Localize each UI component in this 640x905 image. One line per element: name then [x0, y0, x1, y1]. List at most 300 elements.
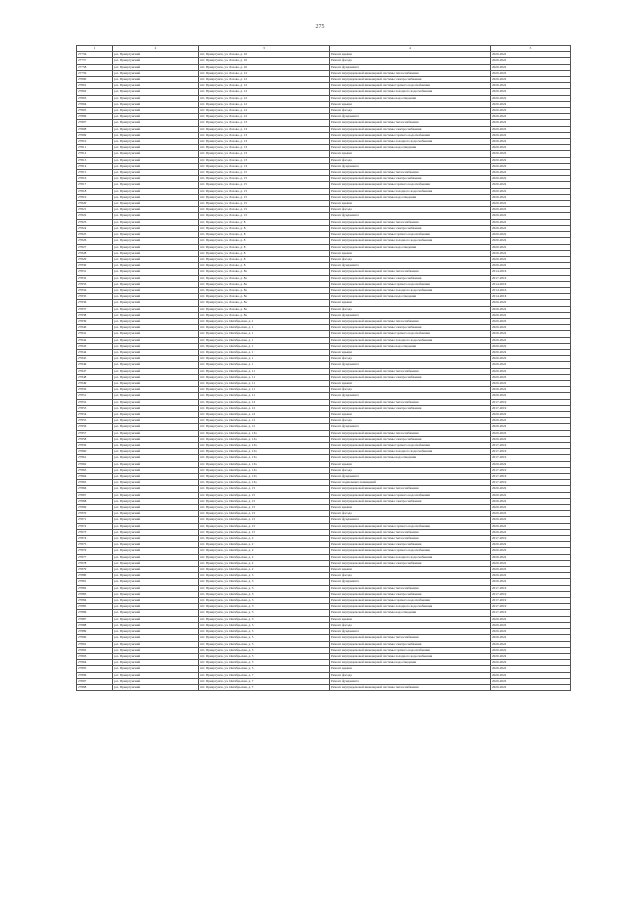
work-type-cell: Ремонт внутридомовой инженерной системы водоотведения — [330, 194, 491, 200]
work-type-cell: Ремонт внутридомовой инженерной системы водоотведения — [330, 610, 491, 616]
period-cell: 2020-2022 — [491, 374, 571, 380]
municipality-cell: р.п. Приаргунский — [113, 660, 199, 666]
period-cell: 2017-2019 — [491, 604, 571, 610]
period-cell: 2020-2022 — [491, 678, 571, 684]
municipality-cell: р.п. Приаргунский — [113, 238, 199, 244]
row-number-cell: 27819 — [77, 194, 113, 200]
row-number-cell: 27893 — [77, 653, 113, 659]
address-cell: пгт. Приаргунск, ул. Октябрьская, д. 5 — [199, 641, 330, 647]
address-cell: пгт. Приаргунск, ул. Октябрьская, д. 1 — [199, 318, 330, 324]
period-cell: 2020-2022 — [491, 58, 571, 64]
work-type-cell: Ремонт фасада — [330, 306, 491, 312]
work-type-cell: Ремонт внутридомовой инженерной системы электроснабжения — [330, 436, 491, 442]
municipality-cell: р.п. Приаргунский — [113, 64, 199, 70]
address-cell: пгт. Приаргунск, ул. Октябрьская, д. 15 — [199, 523, 330, 529]
row-number-cell: 27868 — [77, 498, 113, 504]
row-number-cell: 27815 — [77, 170, 113, 176]
municipality-cell: р.п. Приаргунский — [113, 418, 199, 424]
period-cell: 2020-2022 — [491, 201, 571, 207]
municipality-cell: р.п. Приаргунский — [113, 101, 199, 107]
municipality-cell: р.п. Приаргунский — [113, 244, 199, 250]
municipality-cell: р.п. Приаргунский — [113, 505, 199, 511]
address-cell: пгт. Приаргунск, ул. Лазова, д. 12 — [199, 83, 330, 89]
period-cell: 2020-2022 — [491, 213, 571, 219]
period-cell: 2020-2022 — [491, 430, 571, 436]
work-type-cell: Ремонт фундамента — [330, 163, 491, 169]
column-index-cell: 2 — [113, 46, 199, 52]
period-cell: 2020-2022 — [491, 573, 571, 579]
period-cell: 2020-2022 — [491, 306, 571, 312]
period-cell: 2020-2022 — [491, 387, 571, 393]
row-number-cell: 27884 — [77, 598, 113, 604]
address-cell: пгт. Приаргунск, ул. Лазова, д. 12 — [199, 70, 330, 76]
row-number-cell: 27756 — [77, 52, 113, 58]
municipality-cell: р.п. Приаргунский — [113, 58, 199, 64]
municipality-cell: р.п. Приаргунский — [113, 511, 199, 517]
address-cell: пгт. Приаргунск, ул. Октябрьская, д. 13а — [199, 461, 330, 467]
work-type-cell: Ремонт внутридомовой инженерной системы горячего водоснабжения — [330, 647, 491, 653]
period-cell: 2020-2022 — [491, 418, 571, 424]
address-cell: пгт. Приаргунск, ул. Октябрьская, д. 7 — [199, 678, 330, 684]
period-cell: 2020-2022 — [491, 89, 571, 95]
address-cell: пгт. Приаргунск, ул. Лазова, д. 12 — [199, 114, 330, 120]
municipality-cell: р.п. Приаргунский — [113, 486, 199, 492]
work-type-cell: Ремонт фасада — [330, 672, 491, 678]
work-type-cell: Ремонт внутридомовой инженерной системы холодного водоснабжения — [330, 139, 491, 145]
work-type-cell: Ремонт фундамента — [330, 474, 491, 480]
period-cell: 2020-2022 — [491, 108, 571, 114]
period-cell: 2020-2022 — [491, 672, 571, 678]
municipality-cell: р.п. Приаргунский — [113, 331, 199, 337]
work-type-cell: Ремонт внутридомовой инженерной системы горячего водоснабжения — [330, 132, 491, 138]
period-cell: 2020-2022 — [491, 83, 571, 89]
address-cell: пгт. Приаргунск, ул. Октябрьская, д. 2 — [199, 536, 330, 542]
period-cell: 2020-2022 — [491, 411, 571, 417]
work-type-cell: Ремонт внутридомовой инженерной системы теплоснабжения — [330, 585, 491, 591]
address-cell: пгт. Приаргунск, ул. Лазова, д. 13 — [199, 157, 330, 163]
work-type-cell: Ремонт внутридомовой инженерной системы горячего водоснабжения — [330, 492, 491, 498]
work-type-cell: Ремонт фасада — [330, 573, 491, 579]
municipality-cell: р.п. Приаргунский — [113, 362, 199, 368]
work-type-cell: Ремонт внутридомовой инженерной системы теплоснабжения — [330, 120, 491, 126]
row-number-cell: 27826 — [77, 238, 113, 244]
address-cell: пгт. Приаргунск, ул. Лазова, д. 13 — [199, 163, 330, 169]
column-index-cell: 4 — [330, 46, 491, 52]
municipality-cell: р.п. Приаргунский — [113, 343, 199, 349]
address-cell: пгт. Приаргунск, ул. Октябрьская, д. 13а — [199, 474, 330, 480]
period-cell: 2020-2022 — [491, 238, 571, 244]
row-number-cell: 27822 — [77, 213, 113, 219]
row-number-cell: 27879 — [77, 567, 113, 573]
row-number-cell: 27873 — [77, 529, 113, 535]
address-cell: пгт. Приаргунск, ул. Октябрьская, д. 13а — [199, 480, 330, 486]
work-type-cell: Ремонт внутридомовой инженерной системы электроснабжения — [330, 225, 491, 231]
period-cell: 2020-2022 — [491, 132, 571, 138]
period-cell: 2020-2022 — [491, 641, 571, 647]
row-number-cell: 27840 — [77, 325, 113, 331]
period-cell: 2014-2016 — [491, 281, 571, 287]
address-cell: пгт. Приаргунск, ул. Октябрьская, д. 13а — [199, 443, 330, 449]
address-cell: пгт. Приаргунск, ул. Октябрьская, д. 13а — [199, 449, 330, 455]
period-cell: 2017-2019 — [491, 598, 571, 604]
work-type-cell: Ремонт внутридомовой инженерной системы горячего водоснабжения — [330, 548, 491, 554]
row-number-cell: 27882 — [77, 585, 113, 591]
work-type-cell: Ремонт внутридомовой инженерной системы теплоснабжения — [330, 536, 491, 542]
municipality-cell: р.п. Приаргунский — [113, 176, 199, 182]
work-type-cell: Ремонт фасада — [330, 511, 491, 517]
municipality-cell: р.п. Приаргунский — [113, 263, 199, 269]
work-type-cell: Ремонт внутридомовой инженерной системы теплоснабжения — [330, 368, 491, 374]
address-cell: пгт. Приаргунск, ул. Октябрьская, д. 15 — [199, 505, 330, 511]
work-type-cell: Ремонт крыши — [330, 151, 491, 157]
work-type-cell: Ремонт внутридомовой инженерной системы холодного водоснабжения — [330, 337, 491, 343]
row-number-cell: 27886 — [77, 610, 113, 616]
work-type-cell: Ремонт крыши — [330, 666, 491, 672]
work-type-cell: Ремонт внутридомовой инженерной системы электроснабжения — [330, 542, 491, 548]
work-type-cell: Ремонт внутридомовой инженерной системы теплоснабжения — [330, 70, 491, 76]
table-body — [77, 46, 571, 691]
period-cell: 2017-2019 — [491, 474, 571, 480]
municipality-cell: р.п. Приаргунский — [113, 95, 199, 101]
period-cell: 2017-2019 — [491, 399, 571, 405]
period-cell: 2020-2022 — [491, 207, 571, 213]
row-number-cell: 27880 — [77, 573, 113, 579]
work-type-cell: Ремонт внутридомовой инженерной системы теплоснабжения — [330, 430, 491, 436]
work-type-cell: Ремонт внутридомовой инженерной системы теплоснабжения — [330, 635, 491, 641]
period-cell: 2017-2019 — [491, 275, 571, 281]
row-number-cell: 27863 — [77, 467, 113, 473]
period-cell: 2020-2022 — [491, 567, 571, 573]
municipality-cell: р.п. Приаргунский — [113, 120, 199, 126]
work-type-cell: Ремонт фундамента — [330, 64, 491, 70]
address-cell: пгт. Приаргунск, ул. Октябрьская, д. 2 — [199, 542, 330, 548]
municipality-cell: р.п. Приаргунский — [113, 672, 199, 678]
row-number-cell: 27835 — [77, 294, 113, 300]
period-cell: 2020-2022 — [491, 170, 571, 176]
municipality-cell: р.п. Приаргунский — [113, 294, 199, 300]
address-cell: пгт. Приаргунск, ул. Октябрьская, д. 2 — [199, 560, 330, 566]
period-cell: 2017-2019 — [491, 610, 571, 616]
address-cell: пгт. Приаргунск, ул. Лазова, д. 10 — [199, 64, 330, 70]
address-cell: пгт. Приаргунск, ул. Октябрьская, д. 15 — [199, 492, 330, 498]
work-type-cell: Ремонт внутридомовой инженерной системы теплоснабжения — [330, 219, 491, 225]
row-number-cell: 27841 — [77, 331, 113, 337]
column-index-cell: 1 — [77, 46, 113, 52]
row-number-cell: 27836 — [77, 300, 113, 306]
row-number-cell: 27759 — [77, 70, 113, 76]
municipality-cell: р.п. Приаргунский — [113, 256, 199, 262]
row-number-cell: 27807 — [77, 120, 113, 126]
work-type-cell: Ремонт внутридомовой инженерной системы горячего водоснабжения — [330, 232, 491, 238]
municipality-cell: р.п. Приаргунский — [113, 387, 199, 393]
row-number-cell: 27864 — [77, 474, 113, 480]
period-cell: 2020-2022 — [491, 436, 571, 442]
period-cell: 2020-2022 — [491, 486, 571, 492]
address-cell: пгт. Приаргунск, ул. Лазова, д. 8 — [199, 250, 330, 256]
address-cell: пгт. Приаргунск, ул. Лазова, д. 12 — [199, 108, 330, 114]
address-cell: пгт. Приаргунск, ул. Октябрьская, д. 3 — [199, 604, 330, 610]
address-cell: пгт. Приаргунск, ул. Лазова, д. 13 — [199, 120, 330, 126]
row-number-cell: 27813 — [77, 157, 113, 163]
work-type-cell: Ремонт внутридомовой инженерной системы электроснабжения — [330, 591, 491, 597]
period-cell: 2020-2022 — [491, 629, 571, 635]
address-cell: пгт. Приаргунск, ул. Октябрьская, д. 3 — [199, 610, 330, 616]
row-number-cell: 27862 — [77, 461, 113, 467]
row-number-cell: 27891 — [77, 641, 113, 647]
row-number-cell: 27877 — [77, 554, 113, 560]
row-number-cell: 27803 — [77, 95, 113, 101]
row-number-cell: 27824 — [77, 225, 113, 231]
row-number-cell: 27852 — [77, 399, 113, 405]
municipality-cell: р.п. Приаргунский — [113, 269, 199, 275]
municipality-cell: р.п. Приаргунский — [113, 194, 199, 200]
municipality-cell: р.п. Приаргунский — [113, 461, 199, 467]
row-number-cell: 27829 — [77, 256, 113, 262]
period-cell: 2017-2019 — [491, 443, 571, 449]
address-cell: пгт. Приаргунск, ул. Октябрьская, д. 5 — [199, 653, 330, 659]
work-type-cell: Ремонт подвальных помещений — [330, 480, 491, 486]
period-cell: 2020-2022 — [491, 300, 571, 306]
period-cell: 2020-2022 — [491, 126, 571, 132]
row-number-cell: 27805 — [77, 108, 113, 114]
work-type-cell: Ремонт фасада — [330, 467, 491, 473]
municipality-cell: р.п. Приаргунский — [113, 108, 199, 114]
row-number-cell: 27828 — [77, 250, 113, 256]
period-cell: 2020-2022 — [491, 337, 571, 343]
row-number-cell: 27894 — [77, 660, 113, 666]
row-number-cell: 27892 — [77, 647, 113, 653]
row-number-cell: 27867 — [77, 492, 113, 498]
period-cell: 2020-2022 — [491, 492, 571, 498]
municipality-cell: р.п. Приаргунский — [113, 411, 199, 417]
municipality-cell: р.п. Приаргунский — [113, 684, 199, 690]
municipality-cell: р.п. Приаргунский — [113, 567, 199, 573]
work-type-cell: Ремонт внутридомовой инженерной системы горячего водоснабжения — [330, 331, 491, 337]
row-number-cell: 27821 — [77, 207, 113, 213]
work-type-cell: Ремонт внутридомовой инженерной системы холодного водоснабжения — [330, 238, 491, 244]
work-type-cell: Ремонт внутридомовой инженерной системы холодного водоснабжения — [330, 653, 491, 659]
municipality-cell: р.п. Приаргунский — [113, 145, 199, 151]
row-number-cell: 27804 — [77, 101, 113, 107]
municipality-cell: р.п. Приаргунский — [113, 573, 199, 579]
row-number-cell: 27848 — [77, 374, 113, 380]
row-number-cell: 27806 — [77, 114, 113, 120]
work-type-cell: Ремонт фундамента — [330, 579, 491, 585]
period-cell: 2020-2022 — [491, 163, 571, 169]
period-cell: 2020-2022 — [491, 244, 571, 250]
municipality-cell: р.п. Приаргунский — [113, 318, 199, 324]
period-cell: 2020-2022 — [491, 529, 571, 535]
period-cell: 2020-2022 — [491, 461, 571, 467]
period-cell: 2014-2016 — [491, 294, 571, 300]
row-number-cell: 27874 — [77, 536, 113, 542]
row-number-cell: 27820 — [77, 201, 113, 207]
period-cell: 2020-2022 — [491, 250, 571, 256]
municipality-cell: р.п. Приаргунский — [113, 139, 199, 145]
work-type-cell: Ремонт внутридомовой инженерной системы электроснабжения — [330, 275, 491, 281]
address-cell: пгт. Приаргунск, ул. Октябрьская, д. 5 — [199, 629, 330, 635]
work-type-cell: Ремонт внутридомовой инженерной системы теплоснабжения — [330, 269, 491, 275]
municipality-cell: р.п. Приаргунский — [113, 542, 199, 548]
work-type-cell: Ремонт внутридомовой инженерной системы горячего водоснабжения — [330, 598, 491, 604]
address-cell: пгт. Приаргунск, ул. Октябрьская, д. 11 — [199, 374, 330, 380]
work-type-cell: Ремонт внутридомовой инженерной системы горячего водоснабжения — [330, 83, 491, 89]
work-type-cell: Ремонт фундамента — [330, 629, 491, 635]
work-type-cell: Ремонт внутридомовой инженерной системы теплоснабжения — [330, 529, 491, 535]
work-type-cell: Ремонт фасада — [330, 356, 491, 362]
work-type-cell: Ремонт крыши — [330, 52, 491, 58]
address-cell: пгт. Приаргунск, ул. Лазова, д. 13 — [199, 126, 330, 132]
municipality-cell: р.п. Приаргунский — [113, 399, 199, 405]
work-type-cell: Ремонт фасада — [330, 108, 491, 114]
row-number-cell: 27857 — [77, 430, 113, 436]
row-number-cell: 27854 — [77, 411, 113, 417]
municipality-cell: р.п. Приаргунский — [113, 132, 199, 138]
municipality-cell: р.п. Приаргунский — [113, 653, 199, 659]
work-type-cell: Ремонт внутридомовой инженерной системы холодного водоснабжения — [330, 89, 491, 95]
row-number-cell: 27872 — [77, 523, 113, 529]
row-number-cell: 27830 — [77, 263, 113, 269]
row-number-cell: 27885 — [77, 604, 113, 610]
work-type-cell: Ремонт внутридомовой инженерной системы электроснабжения — [330, 176, 491, 182]
period-cell: 2020-2022 — [491, 635, 571, 641]
period-cell: 2020-2022 — [491, 77, 571, 83]
work-type-cell: Ремонт внутридомовой инженерной системы водоотведения — [330, 145, 491, 151]
address-cell: пгт. Приаргунск, ул. Октябрьская, д. 12 — [199, 424, 330, 430]
period-cell: 2020-2022 — [491, 684, 571, 690]
municipality-cell: р.п. Приаргунский — [113, 374, 199, 380]
period-cell: 2017-2019 — [491, 467, 571, 473]
period-cell: 2020-2022 — [491, 151, 571, 157]
municipality-cell: р.п. Приаргунский — [113, 207, 199, 213]
address-cell: пгт. Приаргунск, ул. Лазова, д. 13 — [199, 151, 330, 157]
address-cell: пгт. Приаргунск, ул. Октябрьская, д. 12 — [199, 411, 330, 417]
address-cell: пгт. Приаргунск, ул. Октябрьская, д. 3 — [199, 573, 330, 579]
work-type-cell: Ремонт внутридомовой инженерной системы теплоснабжения — [330, 318, 491, 324]
address-cell: пгт. Приаргунск, ул. Лазова, д. 8а — [199, 294, 330, 300]
work-type-cell: Ремонт фасада — [330, 622, 491, 628]
address-cell: пгт. Приаргунск, ул. Лазова, д. 8а — [199, 287, 330, 293]
work-type-cell: Ремонт внутридомовой инженерной системы теплоснабжения — [330, 486, 491, 492]
address-cell: пгт. Приаргунск, ул. Лазова, д. 15 — [199, 201, 330, 207]
work-type-cell: Ремонт фундамента — [330, 312, 491, 318]
municipality-cell: р.п. Приаргунский — [113, 89, 199, 95]
municipality-cell: р.п. Приаргунский — [113, 281, 199, 287]
address-cell: пгт. Приаргунск, ул. Лазова, д. 8а — [199, 312, 330, 318]
address-cell: пгт. Приаргунск, ул. Октябрьская, д. 15 — [199, 486, 330, 492]
municipality-cell: р.п. Приаргунский — [113, 492, 199, 498]
work-type-cell: Ремонт внутридомовой инженерной системы электроснабжения — [330, 126, 491, 132]
row-number-cell: 27878 — [77, 560, 113, 566]
address-cell: пгт. Приаргунск, ул. Октябрьская, д. 3 — [199, 585, 330, 591]
work-type-cell: Ремонт внутридомовой инженерной системы электроснабжения — [330, 325, 491, 331]
row-number-cell: 27844 — [77, 349, 113, 355]
address-cell: пгт. Приаргунск, ул. Октябрьская, д. 2 — [199, 548, 330, 554]
municipality-cell: р.п. Приаргунский — [113, 300, 199, 306]
period-cell: 2020-2022 — [491, 219, 571, 225]
municipality-cell: р.п. Приаргунский — [113, 591, 199, 597]
row-number-cell: 27865 — [77, 480, 113, 486]
period-cell: 2020-2022 — [491, 176, 571, 182]
work-type-cell: Ремонт внутридомовой инженерной системы электроснабжения — [330, 641, 491, 647]
row-number-cell: 27817 — [77, 182, 113, 188]
address-cell: пгт. Приаргунск, ул. Октябрьская, д. 5 — [199, 622, 330, 628]
row-number-cell: 27843 — [77, 343, 113, 349]
work-type-cell: Ремонт фундамента — [330, 678, 491, 684]
row-number-cell: 27801 — [77, 83, 113, 89]
address-cell: пгт. Приаргунск, ул. Октябрьская, д. 5 — [199, 647, 330, 653]
work-type-cell: Ремонт фундамента — [330, 362, 491, 368]
work-type-cell: Ремонт фасада — [330, 418, 491, 424]
municipality-cell: р.п. Приаргунский — [113, 77, 199, 83]
municipality-cell: р.п. Приаргунский — [113, 554, 199, 560]
address-cell: пгт. Приаргунск, ул. Октябрьская, д. 15 — [199, 498, 330, 504]
work-type-cell: Ремонт внутридомовой инженерной системы водоотведения — [330, 343, 491, 349]
row-number-cell: 27890 — [77, 635, 113, 641]
period-cell: 2020-2022 — [491, 616, 571, 622]
repair-schedule-table — [76, 45, 571, 691]
row-number-cell: 27887 — [77, 616, 113, 622]
municipality-cell: р.п. Приаргунский — [113, 455, 199, 461]
municipality-cell: р.п. Приаргунский — [113, 480, 199, 486]
row-number-cell: 27898 — [77, 684, 113, 690]
municipality-cell: р.п. Приаргунский — [113, 474, 199, 480]
work-type-cell: Ремонт внутридомовой инженерной системы водоотведения — [330, 95, 491, 101]
row-number-cell: 27883 — [77, 591, 113, 597]
municipality-cell: р.п. Приаргунский — [113, 380, 199, 386]
period-cell: 2020-2022 — [491, 194, 571, 200]
municipality-cell: р.п. Приаргунский — [113, 529, 199, 535]
address-cell: пгт. Приаргунск, ул. Октябрьская, д. 1 — [199, 362, 330, 368]
work-type-cell: Ремонт внутридомовой инженерной системы холодного водоснабжения — [330, 287, 491, 293]
address-cell: пгт. Приаргунск, ул. Октябрьская, д. 7 — [199, 684, 330, 690]
period-cell: 2020-2022 — [491, 145, 571, 151]
period-cell: 2017-2019 — [491, 449, 571, 455]
work-type-cell: Ремонт внутридомовой инженерной системы теплоснабжения — [330, 684, 491, 690]
work-type-cell: Ремонт внутридомовой инженерной системы электроснабжения — [330, 560, 491, 566]
municipality-cell: р.п. Приаргунский — [113, 213, 199, 219]
row-number-cell: 27870 — [77, 511, 113, 517]
row-number-cell: 27802 — [77, 89, 113, 95]
address-cell: пгт. Приаргунск, ул. Лазова, д. 15 — [199, 207, 330, 213]
address-cell: пгт. Приаргунск, ул. Лазова, д. 15 — [199, 188, 330, 194]
row-number-cell: 27853 — [77, 405, 113, 411]
municipality-cell: р.п. Приаргунский — [113, 604, 199, 610]
address-cell: пгт. Приаргунск, ул. Октябрьская, д. 5 — [199, 666, 330, 672]
work-type-cell: Ремонт крыши — [330, 101, 491, 107]
address-cell: пгт. Приаргунск, ул. Октябрьская, д. 1 — [199, 325, 330, 331]
municipality-cell: р.п. Приаргунский — [113, 275, 199, 281]
row-number-cell: 27834 — [77, 287, 113, 293]
row-number-cell: 27895 — [77, 666, 113, 672]
row-number-cell: 27856 — [77, 424, 113, 430]
address-cell: пгт. Приаргунск, ул. Лазова, д. 15 — [199, 170, 330, 176]
period-cell: 2017-2019 — [491, 585, 571, 591]
municipality-cell: р.п. Приаргунский — [113, 126, 199, 132]
municipality-cell: р.п. Приаргунский — [113, 83, 199, 89]
address-cell: пгт. Приаргунск, ул. Лазова, д. 8 — [199, 219, 330, 225]
row-number-cell: 27827 — [77, 244, 113, 250]
period-cell: 2020-2022 — [491, 232, 571, 238]
period-cell: 2020-2022 — [491, 548, 571, 554]
address-cell: пгт. Приаргунск, ул. Октябрьская, д. 13а — [199, 436, 330, 442]
work-type-cell: Ремонт крыши — [330, 349, 491, 355]
work-type-cell: Ремонт крыши — [330, 461, 491, 467]
period-cell: 2020-2022 — [491, 511, 571, 517]
row-number-cell: 27823 — [77, 219, 113, 225]
period-cell: 2017-2019 — [491, 455, 571, 461]
row-number-cell: 27814 — [77, 163, 113, 169]
